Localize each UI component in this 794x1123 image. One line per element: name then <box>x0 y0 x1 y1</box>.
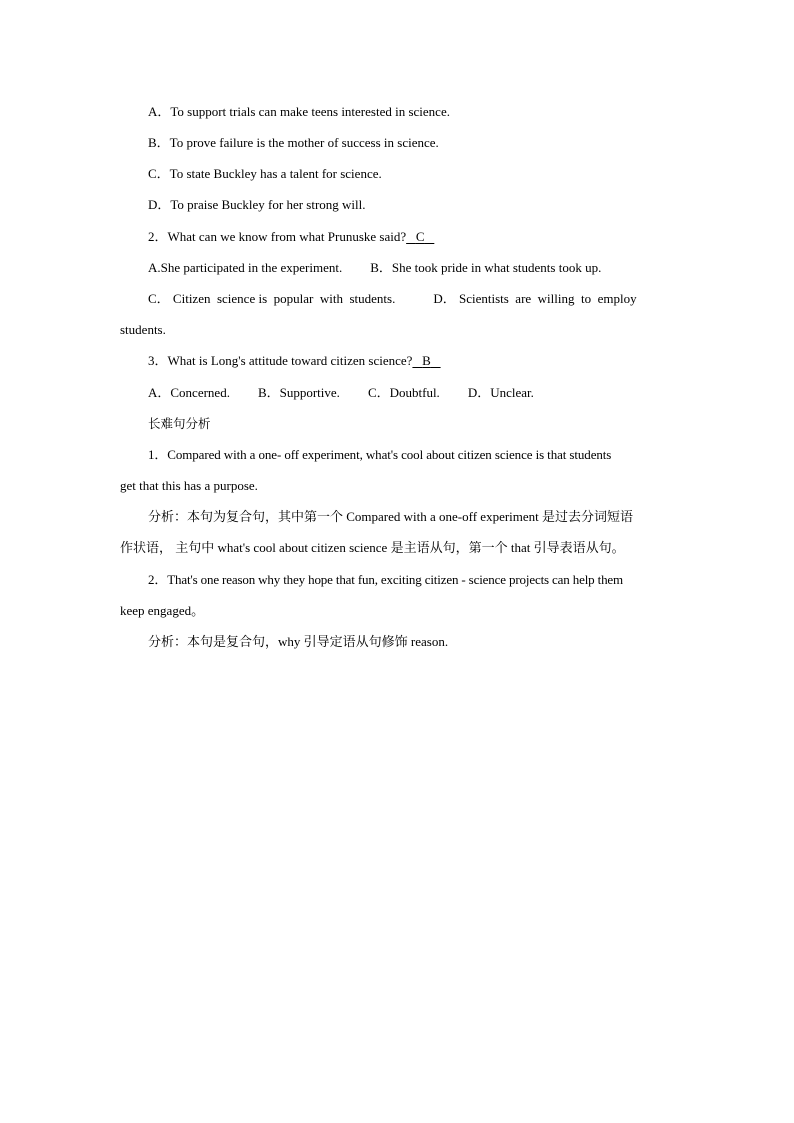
q2-answer: C <box>415 229 425 244</box>
q1-option-b: B．To prove failure is the mother of success in science. <box>148 135 439 150</box>
q1-option-c: C．To state Buckley has a talent for science. <box>148 166 382 181</box>
q2-option-a: A.She participated in the experiment. <box>148 260 343 275</box>
q3-stem-line <box>148 352 674 370</box>
q3-option-d: D．Unclear. <box>467 385 534 400</box>
q2-stem-line <box>148 228 674 246</box>
q3-answer-blank <box>412 352 440 370</box>
q3-option-c: C．Doubtful. <box>367 385 440 400</box>
q2-option-b: B．She took pride in what students took up. <box>370 260 602 275</box>
sentence-2-line-2: keep engaged。 <box>120 603 205 618</box>
q2-option-d: D． Scientists are willing to employ <box>433 291 637 306</box>
q2-answer-blank <box>406 228 434 246</box>
analysis-heading: 长难句分析 <box>148 416 211 431</box>
sentence-1-line-2: get that this has a purpose. <box>120 478 258 493</box>
q3-option-b: B．Supportive. <box>257 385 340 400</box>
q1-option-d: D．To praise Buckley for her strong will. <box>148 197 366 212</box>
sentence-1-analysis-line-2: 作状语， 主句中 what's cool about citizen science 是主语从句，第一个 that 引导表语从句。 <box>120 540 625 555</box>
q2-option-c: C． Citizen science is popular with students. <box>148 291 396 306</box>
q3-options <box>148 384 674 402</box>
sentence-1-line-1: 1．Compared with a one- off experiment, what's cool about citizen science is that students <box>148 447 612 462</box>
q3-answer: B <box>422 353 431 368</box>
q3-stem: 3．What is Long's attitude toward citizen science? <box>148 353 413 368</box>
sentence-2-line-1: 2．That's one reason why they hope that fun, exciting citizen - science projects can help them <box>148 572 624 587</box>
sentence-2-analysis: 分析：本句是复合句，why 引导定语从句修饰 reason. <box>148 634 449 649</box>
q3-option-a: A．Concerned. <box>148 385 230 400</box>
q2-options-ab <box>148 259 674 277</box>
sentence-1-analysis-line-1: 分析：本句为复合句，其中第一个 Compared with a one-off experiment 是过去分词短语 <box>148 509 634 524</box>
q2-stem: 2．What can we know from what Prunuske said? <box>148 229 407 244</box>
q1-option-a: A．To support trials can make teens interested in science. <box>148 104 450 119</box>
q2-options-cd <box>148 290 674 308</box>
q2-option-d-cont: students. <box>120 322 166 337</box>
